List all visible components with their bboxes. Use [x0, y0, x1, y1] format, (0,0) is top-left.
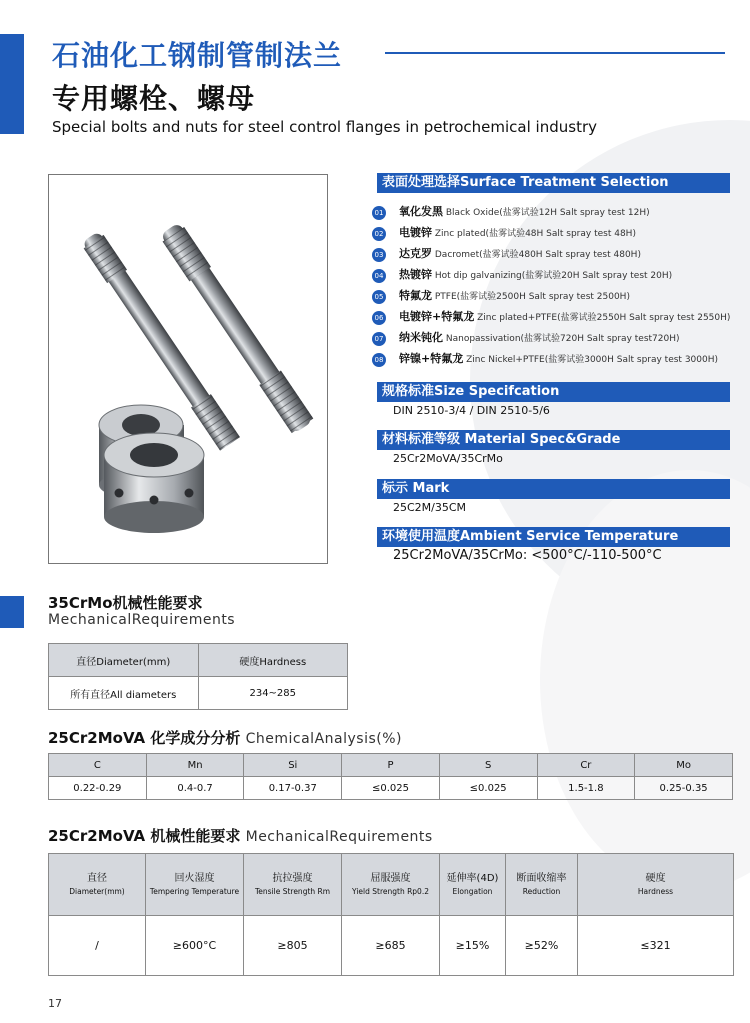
size-spec-value: DIN 2510-3/4 / DIN 2510-5/6 — [393, 404, 550, 417]
treatment-name-cn: 特氟龙 — [399, 289, 432, 302]
table-cell: 0.17-0.37 — [244, 777, 342, 800]
treatment-number-badge: 06 — [372, 311, 386, 325]
table-cell: ≤0.025 — [439, 777, 537, 800]
treatment-number-badge: 04 — [372, 269, 386, 283]
header-cn: 抗拉强度 — [272, 873, 313, 884]
treatment-item — [372, 285, 742, 306]
treatment-number-badge: 08 — [372, 353, 386, 367]
table-header-cell: Mo — [635, 754, 733, 777]
treatment-desc: Zinc Nickel+PTFE(盐雾试验3000H Salt spray test 3000H) — [466, 355, 719, 365]
mech25-title: 25Cr2MoVA 机械性能要求 — [48, 827, 241, 845]
surface-treatment-header: 表面处理选择Surface Treatment Selection — [374, 173, 730, 193]
header-cn: 硬度 — [645, 873, 666, 884]
table-cell: 0.4-0.7 — [146, 777, 244, 800]
header-cn: 延伸率(4D) — [446, 873, 499, 884]
mech35-table — [48, 643, 348, 710]
treatment-desc: Nanopassivation(盐雾试验720H Salt spray test720H) — [445, 334, 680, 344]
table-cell: 所有直径All diameters — [49, 677, 199, 710]
table-header-cell: P — [342, 754, 440, 777]
header-en: Elongation — [452, 887, 493, 896]
table-cell: 0.22-0.29 — [49, 777, 147, 800]
treatment-name-cn: 达克罗 — [399, 247, 432, 260]
table-header-cell: Cr — [537, 754, 635, 777]
treatment-item — [372, 222, 742, 243]
treatment-name-cn: 锌镍+特氟龙 — [399, 352, 464, 365]
table-cell: 1.5-1.8 — [537, 777, 635, 800]
treatment-desc: Zinc plated+PTFE(盐雾试验2550H Salt spray test 2550H) — [477, 313, 731, 323]
temperature-value: 25Cr2MoVA/35CrMo: <500°C/-110-500°C — [393, 548, 662, 563]
treatment-name-cn: 电镀锌 — [399, 226, 432, 239]
table-header-cell — [506, 854, 578, 916]
table-cell: / — [49, 916, 146, 976]
table-header-cell — [440, 854, 506, 916]
treatment-item — [372, 201, 742, 222]
header-en: Yield Strength Rp0.2 — [352, 887, 429, 896]
table-header-cell: 硬度Hardness — [198, 644, 348, 677]
product-photo — [48, 174, 328, 564]
mark-value: 25C2M/35CM — [393, 501, 467, 514]
table-cell: ≥685 — [342, 916, 440, 976]
chem-title: 25Cr2MoVA 化学成分分析 — [48, 729, 241, 747]
chem-subtitle: ChemicalAnalysis(%) — [245, 731, 402, 747]
treatment-number-badge: 05 — [372, 290, 386, 304]
treatment-desc: Dacromet(盐雾试验480H Salt spray test 480H) — [434, 250, 641, 260]
treatment-number-badge: 03 — [372, 248, 386, 262]
material-grade-header: 材料标准等级 Material Spec&Grade — [374, 430, 730, 450]
title-rule — [385, 52, 725, 54]
table-cell: ≥52% — [506, 916, 578, 976]
mark-header: 标示 Mark — [374, 479, 730, 499]
table-header-cell — [49, 854, 146, 916]
treatment-item — [372, 243, 742, 264]
table-cell: ≤0.025 — [342, 777, 440, 800]
bolts-and-nuts-image — [49, 175, 327, 563]
table-cell: ≤321 — [578, 916, 734, 976]
size-spec-header: 规格标准Size Specifcation — [374, 382, 730, 402]
table-header-cell: S — [439, 754, 537, 777]
treatment-name-cn: 纳米钝化 — [399, 331, 443, 344]
treatment-desc: Zinc plated(盐雾试验48H Salt spray test 48H) — [434, 229, 636, 239]
temperature-header: 环境使用温度Ambient Service Temperature — [374, 527, 730, 547]
table-cell: ≥805 — [244, 916, 342, 976]
treatment-name-cn: 热镀锌 — [399, 268, 432, 281]
treatment-number-badge: 01 — [372, 206, 386, 220]
mech25-subtitle: MechanicalRequirements — [245, 829, 433, 845]
header-en: Diameter(mm) — [69, 887, 125, 896]
header-en: Reduction — [522, 887, 561, 896]
header-en: Tempering Temperature — [149, 887, 240, 896]
page-title-en: Special bolts and nuts for steel control flanges in petrochemical industry — [52, 118, 598, 136]
table-header-cell — [578, 854, 734, 916]
chem-table — [48, 753, 733, 800]
table-header-cell: C — [49, 754, 147, 777]
table-header-cell: 直径Diameter(mm) — [49, 644, 199, 677]
header-en: Tensile Strength Rm — [254, 887, 331, 896]
table-header-cell — [342, 854, 440, 916]
header-en: Hardness — [637, 887, 674, 896]
table-header-cell: Mn — [146, 754, 244, 777]
mech25-table — [48, 853, 734, 976]
header-cn: 回火湿度 — [174, 873, 215, 884]
table-header-cell — [244, 854, 342, 916]
page-number: 17 — [48, 997, 62, 1010]
treatment-number-badge: 02 — [372, 227, 386, 241]
treatment-item — [372, 264, 742, 285]
treatment-number-badge: 07 — [372, 332, 386, 346]
header-cn: 断面收缩率 — [516, 873, 567, 884]
table-header-cell — [146, 854, 244, 916]
treatment-item — [372, 327, 742, 348]
material-grade-value: 25Cr2MoVA/35CrMo — [393, 452, 503, 465]
treatment-name-cn: 电镀锌+特氟龙 — [399, 310, 475, 323]
page-title-cn: 石油化工钢制管制法兰 — [52, 39, 343, 72]
treatment-desc: PTFE(盐雾试验2500H Salt spray test 2500H) — [434, 292, 630, 302]
table-cell: ≥15% — [440, 916, 506, 976]
mech35-title: 35CrMo机械性能要求 — [48, 594, 203, 612]
header-cn: 屈服强度 — [370, 873, 411, 884]
treatment-desc: Hot dip galvanizing(盐雾试验20H Salt spray test 20H) — [434, 271, 673, 281]
table-cell: ≥600°C — [146, 916, 244, 976]
treatment-name-cn: 氧化发黑 — [399, 205, 443, 218]
table-cell: 234~285 — [198, 677, 348, 710]
mech35-subtitle: MechanicalRequirements — [48, 612, 236, 628]
treatment-desc: Black Oxide(盐雾试验12H Salt spray test 12H) — [445, 208, 650, 218]
mech25-title-line — [48, 825, 433, 846]
table-cell: 0.25-0.35 — [635, 777, 733, 800]
chem-title-line — [48, 727, 402, 748]
treatment-item — [372, 306, 742, 327]
page-subtitle-cn: 专用螺栓、螺母 — [52, 82, 256, 115]
surface-treatment-list — [372, 201, 742, 369]
treatment-item — [372, 348, 742, 369]
table-header-cell: Si — [244, 754, 342, 777]
title-accent-bar — [0, 34, 24, 134]
header-cn: 直径 — [87, 873, 107, 884]
section-accent-bar — [0, 596, 24, 628]
